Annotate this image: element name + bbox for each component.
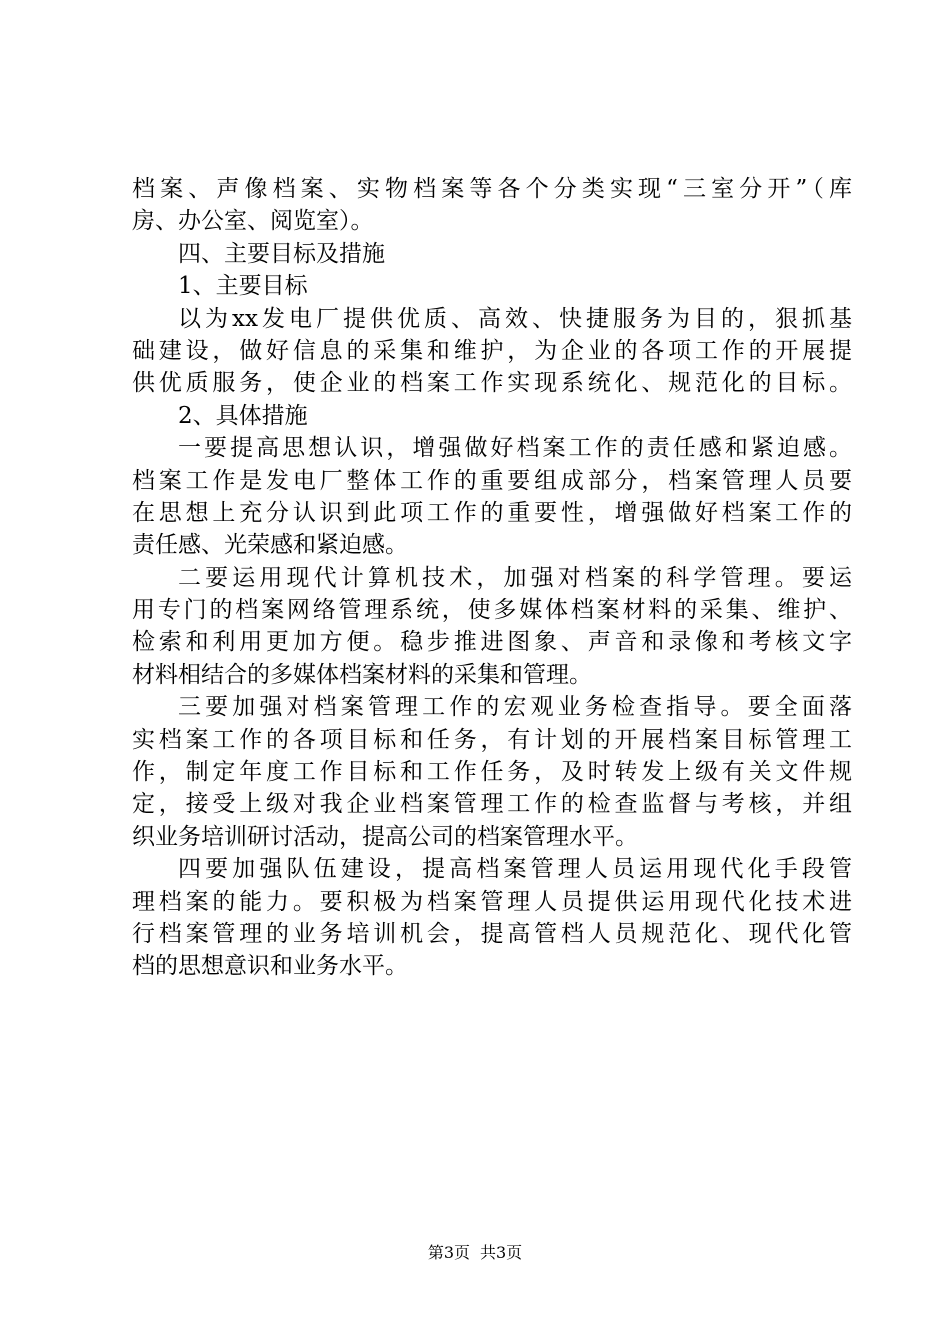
page-footer bbox=[0, 1242, 950, 1264]
text-line: 档案工作是发电厂整体工作的重要组成部分，档案管理人员要 bbox=[132, 467, 852, 494]
text-line: 三要加强对档案管理工作的宏观业务检查指导。要全面落 bbox=[178, 694, 852, 721]
text-line: 责任感、光荣感和紧迫感。 bbox=[132, 532, 408, 559]
text-line: 行档案管理的业务培训机会，提高管档人员规范化、现代化管 bbox=[132, 920, 852, 947]
text-line: 检索和利用更加方便。稳步推进图象、声音和录像和考核文字 bbox=[132, 629, 852, 656]
text-line: 作，制定年度工作目标和工作任务，及时转发上级有关文件规 bbox=[132, 759, 852, 786]
text-line: 一要提高思想认识，增强做好档案工作的责任感和紧迫感。 bbox=[178, 435, 852, 462]
text-line: 在思想上充分认识到此项工作的重要性，增强做好档案工作的 bbox=[132, 499, 852, 526]
page-number-total: 共3页 bbox=[480, 1243, 523, 1262]
text-line: 四、主要目标及措施 bbox=[178, 240, 385, 267]
text-line: 1、主要目标 bbox=[178, 273, 308, 300]
text-line: 供优质服务，使企业的档案工作实现系统化、规范化的目标。 bbox=[132, 370, 852, 397]
document-body bbox=[132, 173, 852, 983]
text-line: 档的思想意识和业务水平。 bbox=[132, 953, 408, 980]
text-line: 二要运用现代计算机技术，加强对档案的科学管理。要运 bbox=[178, 564, 852, 591]
text-line: 以为xx发电厂提供优质、高效、快捷服务为目的，狠抓基 bbox=[178, 305, 852, 332]
text-line: 织业务培训研讨活动，提高公司的档案管理水平。 bbox=[132, 823, 638, 850]
text-line: 理档案的能力。要积极为档案管理人员提供运用现代化技术进 bbox=[132, 888, 852, 915]
page-number-current: 第3页 bbox=[427, 1243, 470, 1262]
text-line: 档案、声像档案、实物档案等各个分类实现“三室分开”（库 bbox=[132, 176, 852, 202]
text-line: 四要加强队伍建设，提高档案管理人员运用现代化手段管 bbox=[178, 856, 852, 883]
text-line: 实档案工作的各项目标和任务，有计划的开展档案目标管理工 bbox=[132, 726, 852, 753]
text-line: 2、具体措施 bbox=[178, 402, 308, 429]
text-line: 定，接受上级对我企业档案管理工作的检查监督与考核，并组 bbox=[132, 791, 852, 818]
text-line: 用专门的档案网络管理系统，使多媒体档案材料的采集、维护、 bbox=[132, 597, 852, 624]
text-line: 材料相结合的多媒体档案材料的采集和管理。 bbox=[132, 661, 592, 688]
text-line: 础建设，做好信息的采集和维护，为企业的各项工作的开展提 bbox=[132, 337, 852, 364]
text-line: 房、办公室、阅览室）。 bbox=[132, 208, 374, 235]
